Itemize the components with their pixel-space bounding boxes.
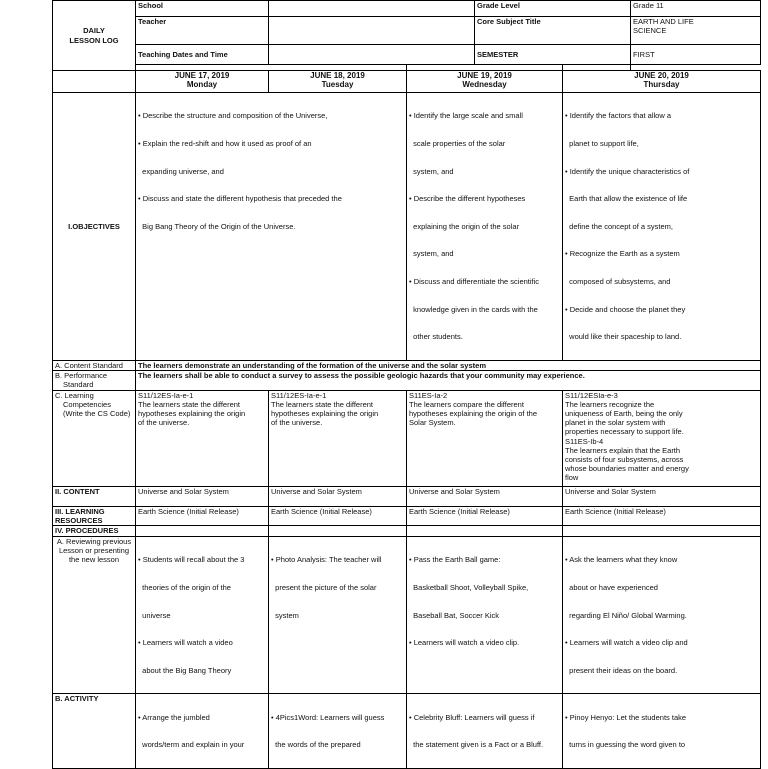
daily-lesson-log-sheet <box>52 0 760 750</box>
header-row-school <box>53 1 761 17</box>
content-tuesday: Universe and Solar System <box>269 486 407 506</box>
dates-label: Teaching Dates and Time <box>136 45 269 65</box>
objectives-wednesday: • Identify the large scale and small scale properties of the solar system, and • Describe the different hypotheses explaining the origin of the solar system, and • Discuss and differentiate the scientific knowledge given in the cards with the other students. <box>407 93 563 361</box>
activity-thursday: • Pinoy Henyo: Let the students take turns in guessing the word given to <box>563 694 761 769</box>
performance-standard-text: The learners shall be able to conduct a survey to assess the possible geologic hazards that your community may experience. <box>136 371 761 390</box>
procedures-label: IV. PROCEDURES <box>53 525 136 536</box>
grade-level-label: Grade Level <box>475 1 631 17</box>
teacher-label: Teacher <box>136 17 269 45</box>
competency-thursday: S11/12ESIa-e-3 The learners recognize the uniqueness of Earth, being the only planet in the solar system with properties necessary to support life. S11ES-Ib-4 The learners explain that the Earth consists of four subsystems, across whose boundaries matter and energy flow <box>563 390 761 486</box>
content-wednesday: Universe and Solar System <box>407 486 563 506</box>
reviewing-row <box>53 536 761 693</box>
content-row <box>53 486 761 506</box>
day-header-thursday: JUNE 20, 2019 Thursday <box>563 71 761 93</box>
header-row-teacher <box>53 17 761 45</box>
procedures-cell <box>269 525 407 536</box>
content-label: II. CONTENT <box>53 486 136 506</box>
content-standard-row <box>53 360 761 370</box>
dates-value[interactable] <box>269 45 475 65</box>
reviewing-wednesday: • Pass the Earth Ball game: Basketball Shoot, Volleyball Spike, Baseball Bat, Soccer Kick • Learners will watch a video clip. <box>407 536 563 693</box>
teacher-value[interactable] <box>269 17 475 45</box>
learning-resources-row <box>53 506 761 525</box>
school-label: School <box>136 1 269 17</box>
competencies-row <box>53 390 761 486</box>
content-standard-text: The learners demonstrate an understanding of the formation of the universe and the solar system <box>136 360 761 370</box>
objectives-mon-tue: • Describe the structure and composition of the Universe, • Explain the red-shift and how it used as proof of an expanding universe, and • Discuss and state the different hypothesis that preceded the Big Bang Theory of the Origin of the Universe. <box>136 93 407 361</box>
content-monday: Universe and Solar System <box>136 486 269 506</box>
activity-monday: • Arrange the jumbled words/term and explain in your <box>136 694 269 769</box>
activity-label: B. ACTIVITY <box>53 694 136 769</box>
header-row-dates <box>53 45 761 65</box>
subject-value[interactable]: EARTH AND LIFE SCIENCE <box>631 17 761 45</box>
lesson-log-table <box>52 0 761 769</box>
semester-value[interactable]: FIRST <box>631 45 761 65</box>
procedures-cell <box>407 525 563 536</box>
grade-level-value[interactable]: Grade 11 <box>631 1 761 17</box>
resources-thursday: Earth Science (Initial Release) <box>563 506 761 525</box>
competencies-label: C. Learning Competencies (Write the CS Code) <box>53 390 136 486</box>
competency-wednesday: S11ES-Ia-2 The learners compare the different hypotheses explaining the origin of the Solar System. <box>407 390 563 486</box>
objectives-row <box>53 93 761 361</box>
procedures-row <box>53 525 761 536</box>
reviewing-label: A. Reviewing previous Lesson or presenting the new lesson <box>53 536 136 693</box>
resources-wednesday: Earth Science (Initial Release) <box>407 506 563 525</box>
day-header-row <box>53 71 761 93</box>
activity-tuesday: • 4Pics1Word: Learners will guess the words of the prepared <box>269 694 407 769</box>
procedures-cell <box>136 525 269 536</box>
day-header-monday: JUNE 17, 2019 Monday <box>136 71 269 93</box>
day-header-tuesday: JUNE 18, 2019 Tuesday <box>269 71 407 93</box>
content-standard-label: A. Content Standard <box>53 360 136 370</box>
reviewing-monday: • Students will recall about the 3 theories of the origin of the universe • Learners will watch a video about the Big Bang Theory <box>136 536 269 693</box>
semester-label: SEMESTER <box>475 45 631 65</box>
day-header-wednesday: JUNE 19, 2019 Wednesday <box>407 71 563 93</box>
resources-tuesday: Earth Science (Initial Release) <box>269 506 407 525</box>
reviewing-tuesday: • Photo Analysis: The teacher will present the picture of the solar system <box>269 536 407 693</box>
subject-label: Core Subject Title <box>475 17 631 45</box>
objectives-thursday: • Identify the factors that allow a planet to support life, • Identify the unique characteristics of Earth that allow the existence of life define the concept of a system, • Recognize the Earth as a system composed of subsystems, and • Decide and choose the planet they would like their spaceship to land. <box>563 93 761 361</box>
procedures-cell <box>563 525 761 536</box>
resources-monday: Earth Science (Initial Release) <box>136 506 269 525</box>
objectives-label: I.OBJECTIVES <box>53 93 136 361</box>
log-title: DAILY LESSON LOG <box>53 1 136 71</box>
competency-monday: S11/12ES-Ia-e-1 The learners state the different hypotheses explaining the origin of the universe. <box>136 390 269 486</box>
content-thursday: Universe and Solar System <box>563 486 761 506</box>
school-value[interactable] <box>269 1 475 17</box>
activity-wednesday: • Celebrity Bluff: Learners will guess if the statement given is a Fact or a Bluff. <box>407 694 563 769</box>
performance-standard-label: B. Performance Standard <box>53 371 136 390</box>
competency-tuesday: S11/12ES-Ia-e-1 The learners state the different hypotheses explaining the origin of the universe. <box>269 390 407 486</box>
learning-resources-label: III. LEARNING RESOURCES <box>53 506 136 525</box>
day-header-empty <box>53 71 136 93</box>
reviewing-thursday: • Ask the learners what they know about or have experienced regarding El Niño/ Global Warming. • Learners will watch a video clip and present their ideas on the board. <box>563 536 761 693</box>
performance-standard-row <box>53 371 761 390</box>
activity-row <box>53 694 761 769</box>
